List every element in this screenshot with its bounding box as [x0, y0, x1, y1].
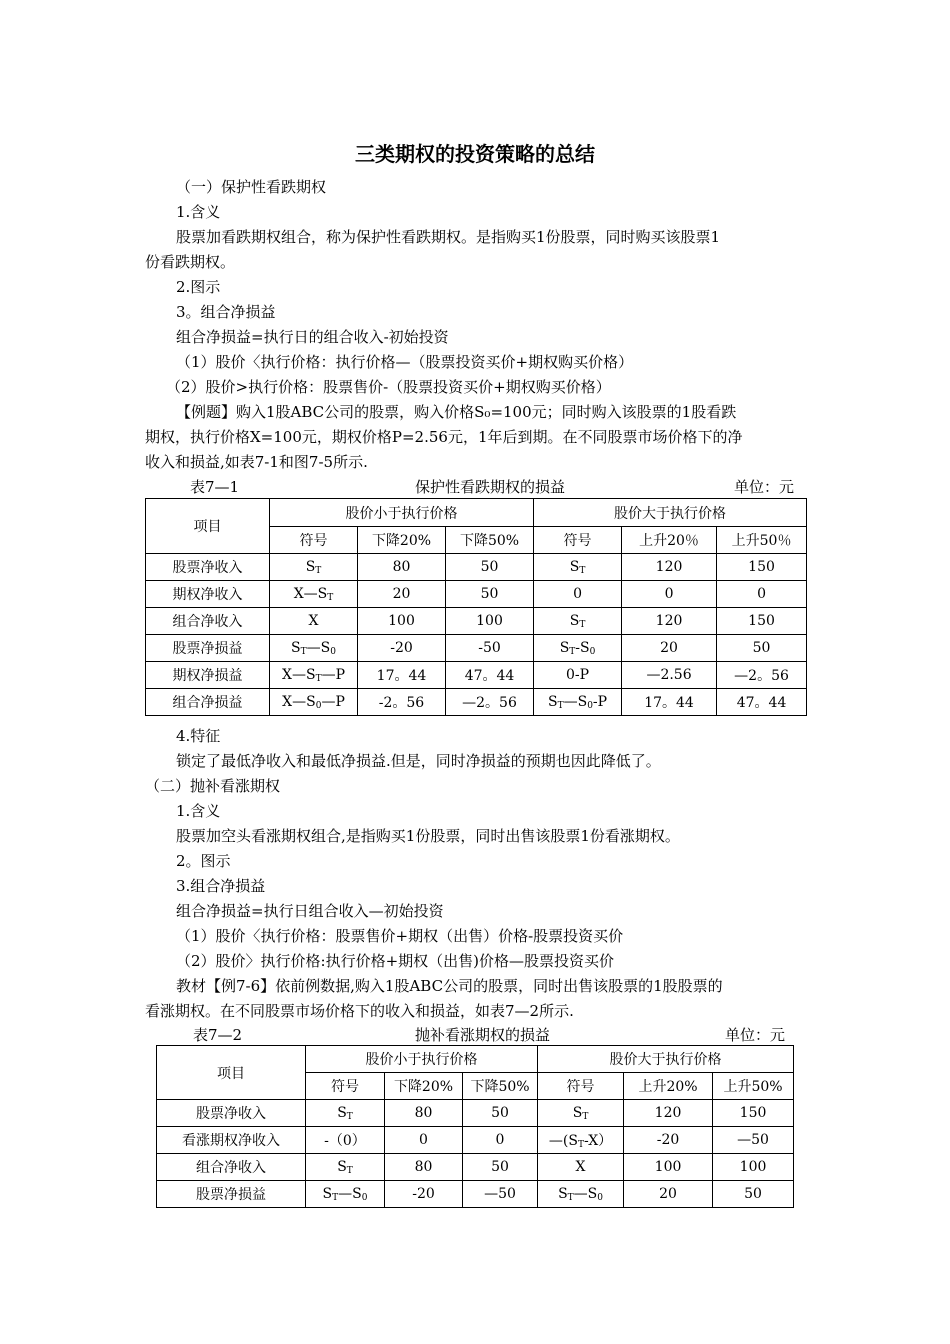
table1-cell: 150 [717, 554, 807, 581]
table2-cell: -（0） [306, 1127, 385, 1154]
table2-unit: 单位：元 [725, 1026, 786, 1044]
table1-subheader: 符号 [270, 527, 358, 554]
table1-cell: X [270, 608, 358, 635]
table2-header-item: 项目 [157, 1046, 306, 1100]
table1-cell: $X—S_0—P$ [270, 689, 358, 716]
table1-cell: -20 [358, 635, 446, 662]
table1-cell: $S_T$ [534, 608, 622, 635]
table1-cell: 0 [622, 581, 717, 608]
table2-cell: $S_T$ [306, 1154, 385, 1181]
table2-row [157, 1127, 794, 1154]
table2-cell: X [538, 1154, 624, 1181]
table1-row-label: 股票净损益 [146, 635, 270, 662]
section1-subheading-diagram: 2.图示 [176, 278, 221, 296]
table1-cell: 20 [358, 581, 446, 608]
table2-cell: $S_T$ [306, 1100, 385, 1127]
table1-cell: 0-P [534, 662, 622, 689]
table2-row [157, 1100, 794, 1127]
table1-cell: —2。56 [446, 689, 534, 716]
table1-unit: 单位：元 [734, 478, 795, 496]
section1-case2: （2）股价>执行价格：股票售价-（股票投资买价+期权购买价格） [166, 378, 611, 396]
table2-cell: $S_T—S_0$ [306, 1181, 385, 1208]
section1-subheading-feature: 4.特征 [176, 727, 221, 745]
table1-cell: —2。56 [717, 662, 807, 689]
table2-row-label: 组合净收入 [157, 1154, 306, 1181]
table2-cell: 100 [624, 1154, 713, 1181]
table2-subheader: 符号 [538, 1073, 624, 1100]
table1-cell: 150 [717, 608, 807, 635]
table1-cell: 100 [446, 608, 534, 635]
table2-cell: 120 [624, 1100, 713, 1127]
table1-cell: 0 [534, 581, 622, 608]
table1-row [146, 581, 807, 608]
section1-example-line3: 收入和损益,如表7-1和图7-5所示. [145, 453, 368, 471]
section2-heading: （二）抛补看涨期权 [145, 777, 281, 795]
section1-feature-text: 锁定了最低净收入和最低净损益.但是，同时净损益的预期也因此降低了。 [176, 752, 661, 770]
table1-caption: 保护性看跌期权的损益 [415, 478, 566, 496]
section2-definition: 股票加空头看涨期权组合,是指购买1份股票，同时出售该股票1份看涨期权。 [176, 827, 680, 845]
table2-cell: 50 [463, 1100, 538, 1127]
table1-cell: $X—S_T—P$ [270, 662, 358, 689]
table1-row-label: 期权净损益 [146, 662, 270, 689]
section2-subheading-meaning: 1.含义 [176, 802, 221, 820]
table2-cell: 80 [385, 1100, 463, 1127]
table1-row-label: 股票净收入 [146, 554, 270, 581]
table2-cell: 20 [624, 1181, 713, 1208]
table2 [156, 1045, 794, 1208]
table1-cell: 47。44 [717, 689, 807, 716]
table2-subheader: 上升50% [713, 1073, 794, 1100]
section2-formula: 组合净损益=执行日组合收入—初始投资 [176, 902, 444, 920]
table1-cell: 50 [717, 635, 807, 662]
section1-subheading-meaning: 1.含义 [176, 203, 221, 221]
table1-row [146, 662, 807, 689]
table2-row-label: 股票净损益 [157, 1181, 306, 1208]
section2-example-line2: 看涨期权。在不同股票市场价格下的收入和损益，如表7—2所示. [145, 1002, 574, 1020]
table1-cell: $S_T—S_0-P$ [534, 689, 622, 716]
section1-definition-line1: 股票加看跌期权组合，称为保护性看跌期权。是指购买1份股票，同时购买该股票1 [176, 228, 721, 246]
table1-cell: -2。56 [358, 689, 446, 716]
table1-cell: 17。44 [622, 689, 717, 716]
table2-caption: 抛补看涨期权的损益 [415, 1026, 551, 1044]
table2-subheader: 下降50% [463, 1073, 538, 1100]
section2-subheading-diagram: 2。图示 [176, 852, 231, 870]
table1-cell: 47。44 [446, 662, 534, 689]
table2-row [157, 1181, 794, 1208]
table2-row-label: 看涨期权净收入 [157, 1127, 306, 1154]
section2-case1: （1）股价〈执行价格：股票售价+期权（出售）价格-股票投资买价 [176, 927, 624, 945]
table2-cell: 80 [385, 1154, 463, 1181]
table1-cell: 120 [622, 554, 717, 581]
table1-row [146, 608, 807, 635]
table2-label: 表7—2 [193, 1026, 243, 1044]
table2-cell: 50 [713, 1181, 794, 1208]
table2-cell: 0 [385, 1127, 463, 1154]
table1-cell: $S_T-S_0$ [534, 635, 622, 662]
section1-formula: 组合净损益=执行日的组合收入-初始投资 [176, 328, 449, 346]
section1-case1: （1）股价〈执行价格：执行价格—（股票投资买价+期权购买价格） [176, 353, 634, 371]
section1-example-line2: 期权，执行价格X=100元，期权价格P=2.56元，1年后到期。在不同股票市场价格下的净 [145, 428, 743, 446]
table1-label: 表7—1 [190, 478, 240, 496]
section2-subheading-pnl: 3.组合净损益 [176, 877, 266, 895]
table1-header-low: 股价小于执行价格 [270, 499, 534, 527]
table2-cell: $S_T—S_0$ [538, 1181, 624, 1208]
table1-cell: $S_T$ [270, 554, 358, 581]
table1-row [146, 554, 807, 581]
table2-cell: $—(S_T-X)$ [538, 1127, 624, 1154]
section2-case2: （2）股价〉执行价格:执行价格+期权（出售)价格—股票投资买价 [176, 952, 615, 970]
table1-cell: $S_T—S_0$ [270, 635, 358, 662]
table2-row [157, 1154, 794, 1181]
table2-subheader: 上升20% [624, 1073, 713, 1100]
table2-header-low: 股价小于执行价格 [306, 1046, 538, 1073]
table1-subheader: 上升20％ [622, 527, 717, 554]
table2-cell: 150 [713, 1100, 794, 1127]
table1-row [146, 689, 807, 716]
table1-subheader: 符号 [534, 527, 622, 554]
section1-heading: （一）保护性看跌期权 [176, 178, 327, 196]
section1-example-line1: 【例题】购入1股ABC公司的股票，购入价格S₀=100元；同时购入该股票的1股看跌 [176, 403, 737, 421]
table2-row-label: 股票净收入 [157, 1100, 306, 1127]
table1-subheader: 下降50% [446, 527, 534, 554]
table1 [145, 498, 807, 716]
table2-subheader: 下降20% [385, 1073, 463, 1100]
table1-cell: 20 [622, 635, 717, 662]
section1-subheading-pnl: 3。组合净损益 [176, 303, 276, 321]
table2-cell: —50 [463, 1181, 538, 1208]
table1-cell: $S_T$ [534, 554, 622, 581]
table1-cell: 17。44 [358, 662, 446, 689]
table1-cell: 120 [622, 608, 717, 635]
table1-cell: 50 [446, 581, 534, 608]
table2-cell: -20 [624, 1127, 713, 1154]
table1-cell: -50 [446, 635, 534, 662]
table2-header-high: 股价大于执行价格 [538, 1046, 794, 1073]
section2-example-line1: 教材【例7-6】依前例数据,购入1股ABC公司的股票，同时出售该股票的1股股票的 [176, 977, 723, 995]
table1-row-label: 期权净收入 [146, 581, 270, 608]
table1-header-item: 项目 [146, 499, 270, 554]
table1-cell: 100 [358, 608, 446, 635]
table1-cell: 50 [446, 554, 534, 581]
table2-subheader: 符号 [306, 1073, 385, 1100]
table1-row-label: 组合净收入 [146, 608, 270, 635]
table2-cell: $S_T$ [538, 1100, 624, 1127]
table1-row-label: 组合净损益 [146, 689, 270, 716]
table1-cell: $X—S_T$ [270, 581, 358, 608]
document-title: 三类期权的投资策略的总结 [355, 142, 595, 166]
table1-cell: —2.56 [622, 662, 717, 689]
table1-cell: 80 [358, 554, 446, 581]
table2-cell: -20 [385, 1181, 463, 1208]
table2-cell: 100 [713, 1154, 794, 1181]
table2-cell: —50 [713, 1127, 794, 1154]
table1-subheader: 下降20% [358, 527, 446, 554]
table1-cell: 0 [717, 581, 807, 608]
section1-definition-line2: 份看跌期权。 [145, 253, 236, 271]
table2-cell: 50 [463, 1154, 538, 1181]
table2-cell: 0 [463, 1127, 538, 1154]
table1-row [146, 635, 807, 662]
table1-header-high: 股价大于执行价格 [534, 499, 807, 527]
table1-subheader: 上升50％ [717, 527, 807, 554]
